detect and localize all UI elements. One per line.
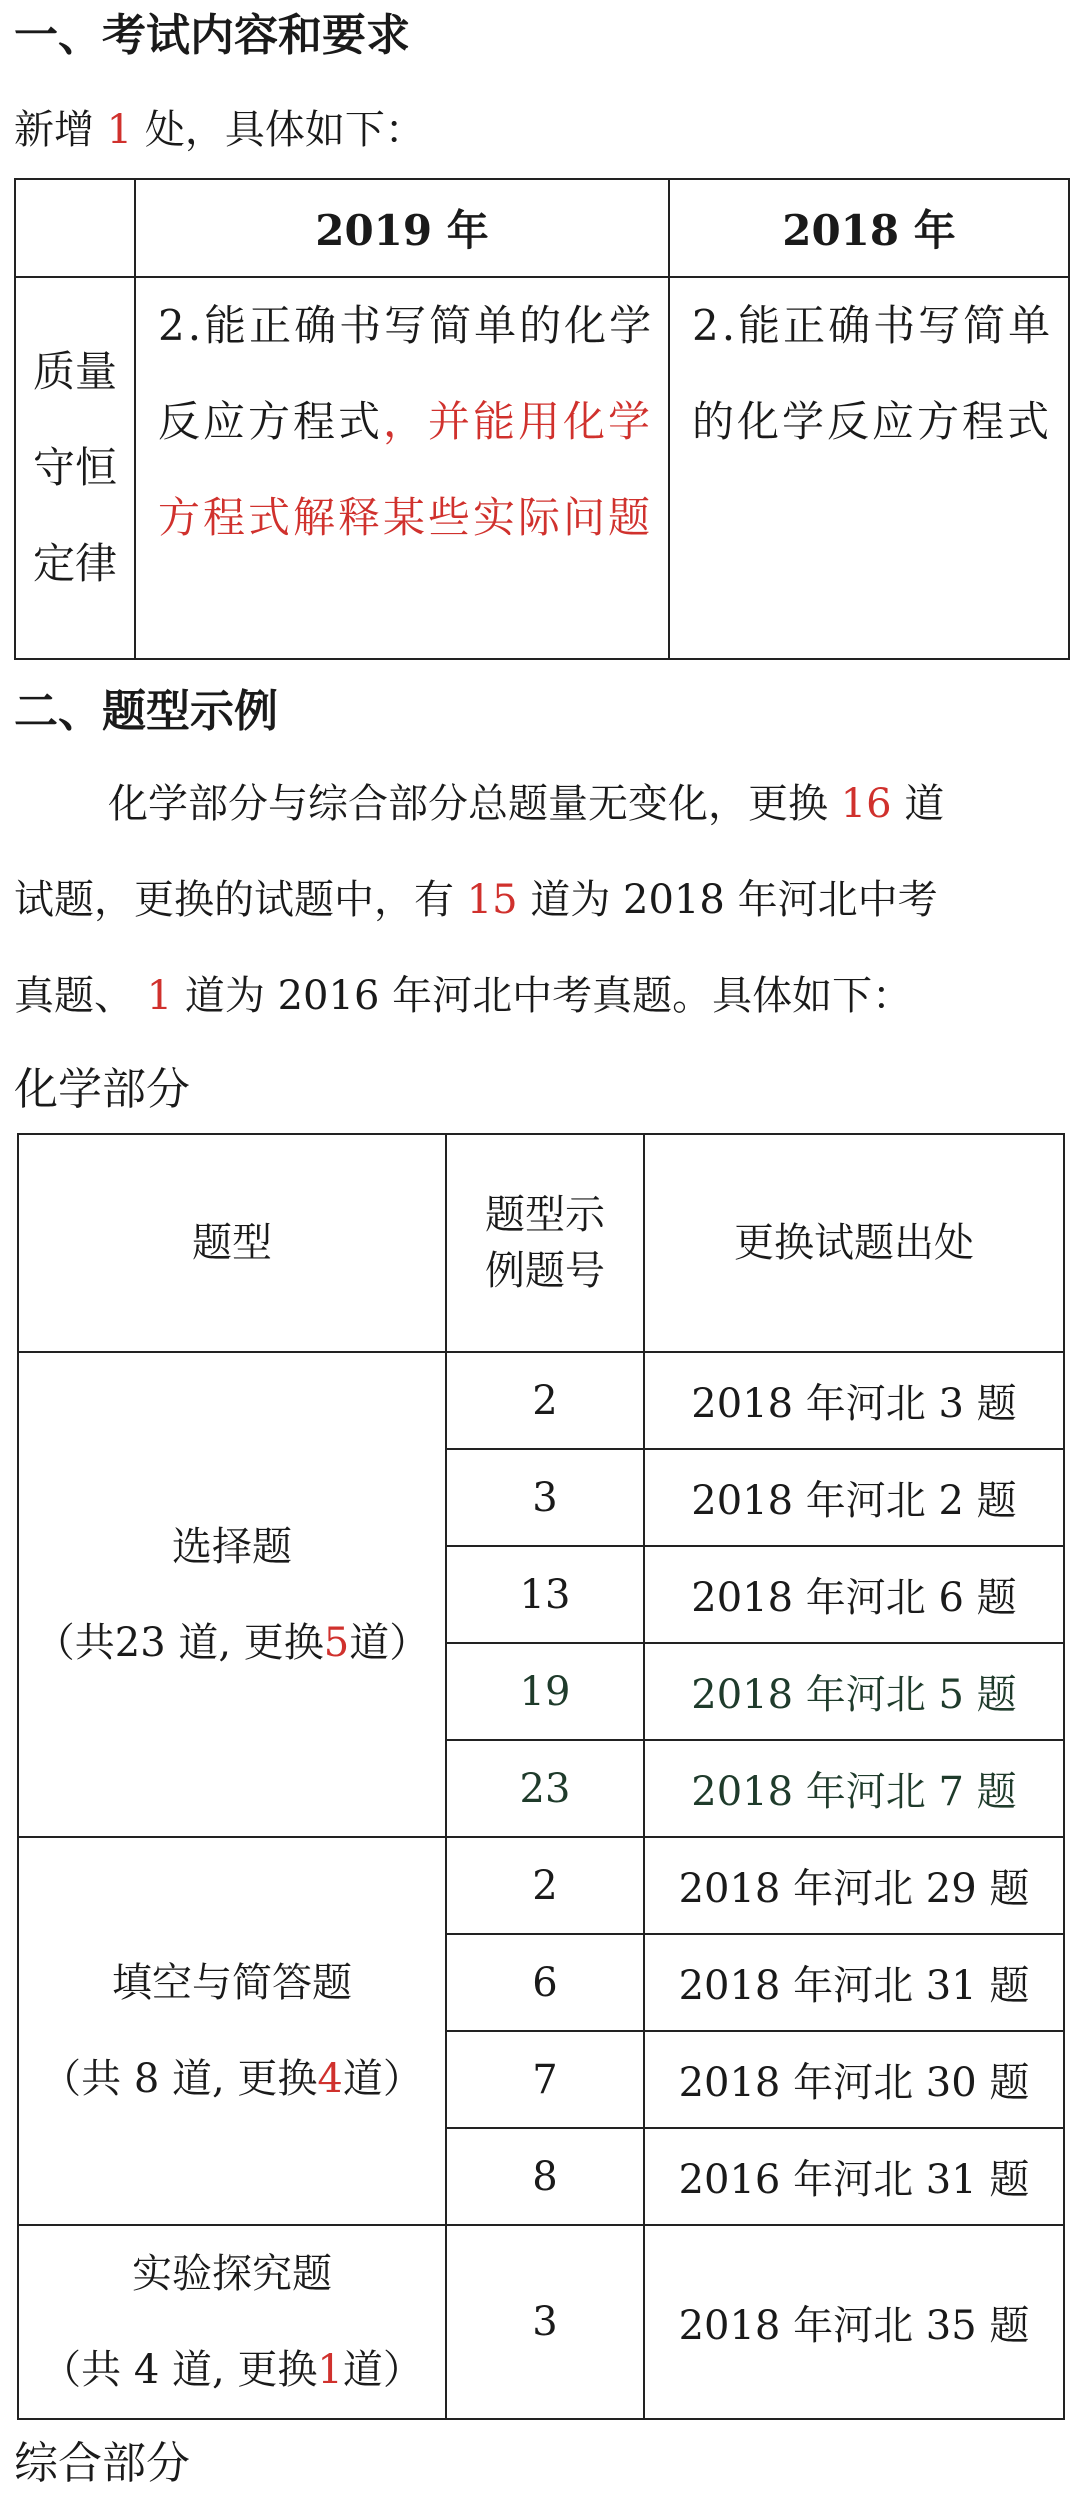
header-2019: 2019 年 (135, 179, 669, 277)
chemistry-section-label: 化学部分 (14, 1064, 190, 1115)
source-cell: 2018 年河北 2 题 (644, 1449, 1064, 1546)
category-count-text-end: 道） (342, 2347, 423, 2393)
example-number: 8 (446, 2128, 644, 2225)
category-count-text-end: 道） (349, 1619, 430, 1666)
section2-para-line2 (14, 870, 938, 930)
requirement-2019 (135, 277, 669, 659)
source-cell: 2018 年河北 31 题 (644, 1934, 1064, 2031)
source-cell: 2018 年河北 35 题 (644, 2225, 1064, 2419)
requirement-2019-added-text: ，并能用化学方程式解释某些实际问题 (158, 397, 654, 542)
source-cell: 2018 年河北 5 题 (644, 1643, 1064, 1740)
topic-cell (15, 277, 135, 659)
para-text: 真题、 (14, 973, 134, 1019)
source-cell: 2016 年河北 31 题 (644, 2128, 1064, 2225)
replacement-header-row (18, 1134, 1064, 1352)
intro-text: 新增 (14, 107, 94, 153)
source-cell: 2018 年河北 6 题 (644, 1546, 1064, 1643)
requirement-2018 (669, 277, 1069, 659)
section2-para-line1 (108, 774, 944, 834)
requirements-header-empty (15, 179, 135, 277)
section1-intro (14, 100, 425, 160)
header-question-type: 题型 (18, 1134, 446, 1352)
para-text: 道为 2018 年河北中考 (530, 877, 938, 923)
topic-line: 质量 (32, 347, 117, 396)
table-row (18, 2225, 1064, 2419)
category-fill-in (18, 1837, 446, 2225)
source-cell: 2018 年河北 29 题 (644, 1837, 1064, 1934)
category-name: 选择题 (172, 1523, 292, 1570)
header-source: 更换试题出处 (644, 1134, 1064, 1352)
composite-section-label: 综合部分 (14, 2438, 190, 2489)
example-number: 23 (446, 1740, 644, 1837)
requirement-2018-text: 2.能正确书写简单的化学反应方程式 (692, 301, 1054, 446)
example-number: 2 (446, 1837, 644, 1934)
topic-line: 守恒 (32, 443, 117, 492)
source-cell: 2018 年河北 30 题 (644, 2031, 1064, 2128)
requirements-row (15, 277, 1069, 659)
category-experiment (18, 2225, 446, 2419)
category-count-number: 4 (317, 2056, 343, 2102)
category-count-text: （共 8 道, 更换 (41, 2056, 318, 2102)
table-row (18, 1837, 1064, 1934)
requirement-2019-text: 2.能正确书写简单的化学反应方程式 (158, 301, 655, 446)
example-number: 13 (446, 1546, 644, 1643)
section2-para-line3 (14, 966, 912, 1026)
example-number: 6 (446, 1934, 644, 2031)
intro-text-end: 处，具体如下： (144, 107, 425, 153)
category-name: 实验探究题 (132, 2251, 332, 2297)
category-count-text: （共23 道, 更换 (34, 1619, 324, 1666)
category-count (19, 1595, 445, 1691)
para-count-15: 15 (466, 877, 518, 923)
requirements-header-row (15, 179, 1069, 277)
source-cell: 2018 年河北 3 题 (644, 1352, 1064, 1449)
intro-count: 1 (106, 107, 133, 153)
header-example-number (446, 1134, 644, 1352)
example-number: 3 (446, 1449, 644, 1546)
table-row (18, 1352, 1064, 1449)
category-name: 填空与简答题 (112, 1960, 352, 2006)
category-count-number: 1 (317, 2347, 343, 2393)
para-count-1: 1 (146, 973, 173, 1019)
category-count-text: （共 4 道, 更换 (41, 2347, 318, 2393)
requirements-table (14, 178, 1070, 660)
topic-line: 定律 (32, 539, 117, 588)
category-count-number: 5 (323, 1619, 350, 1666)
category-count (19, 2031, 445, 2127)
para-text: 道 (904, 781, 945, 827)
para-count-16: 16 (840, 781, 892, 827)
header-example-number-line: 题型示 (485, 1192, 605, 1238)
example-number: 3 (446, 2225, 644, 2419)
category-count-text-end: 道） (342, 2056, 423, 2102)
category-count (19, 2322, 445, 2418)
replacement-table (17, 1133, 1065, 2420)
category-multiple-choice (18, 1352, 446, 1837)
section1-heading: 一、考试内容和要求 (14, 10, 410, 61)
header-example-number-line: 例题号 (485, 1248, 605, 1294)
example-number: 19 (446, 1643, 644, 1740)
para-text: 试题，更换的试题中，有 (14, 877, 454, 923)
header-2018: 2018 年 (669, 179, 1069, 277)
example-number: 2 (446, 1352, 644, 1449)
section2-heading: 二、题型示例 (14, 686, 278, 737)
para-text: 化学部分与综合部分总题量无变化，更换 (108, 781, 828, 827)
source-cell: 2018 年河北 7 题 (644, 1740, 1064, 1837)
para-text: 道为 2016 年河北中考真题。具体如下： (184, 973, 913, 1019)
example-number: 7 (446, 2031, 644, 2128)
